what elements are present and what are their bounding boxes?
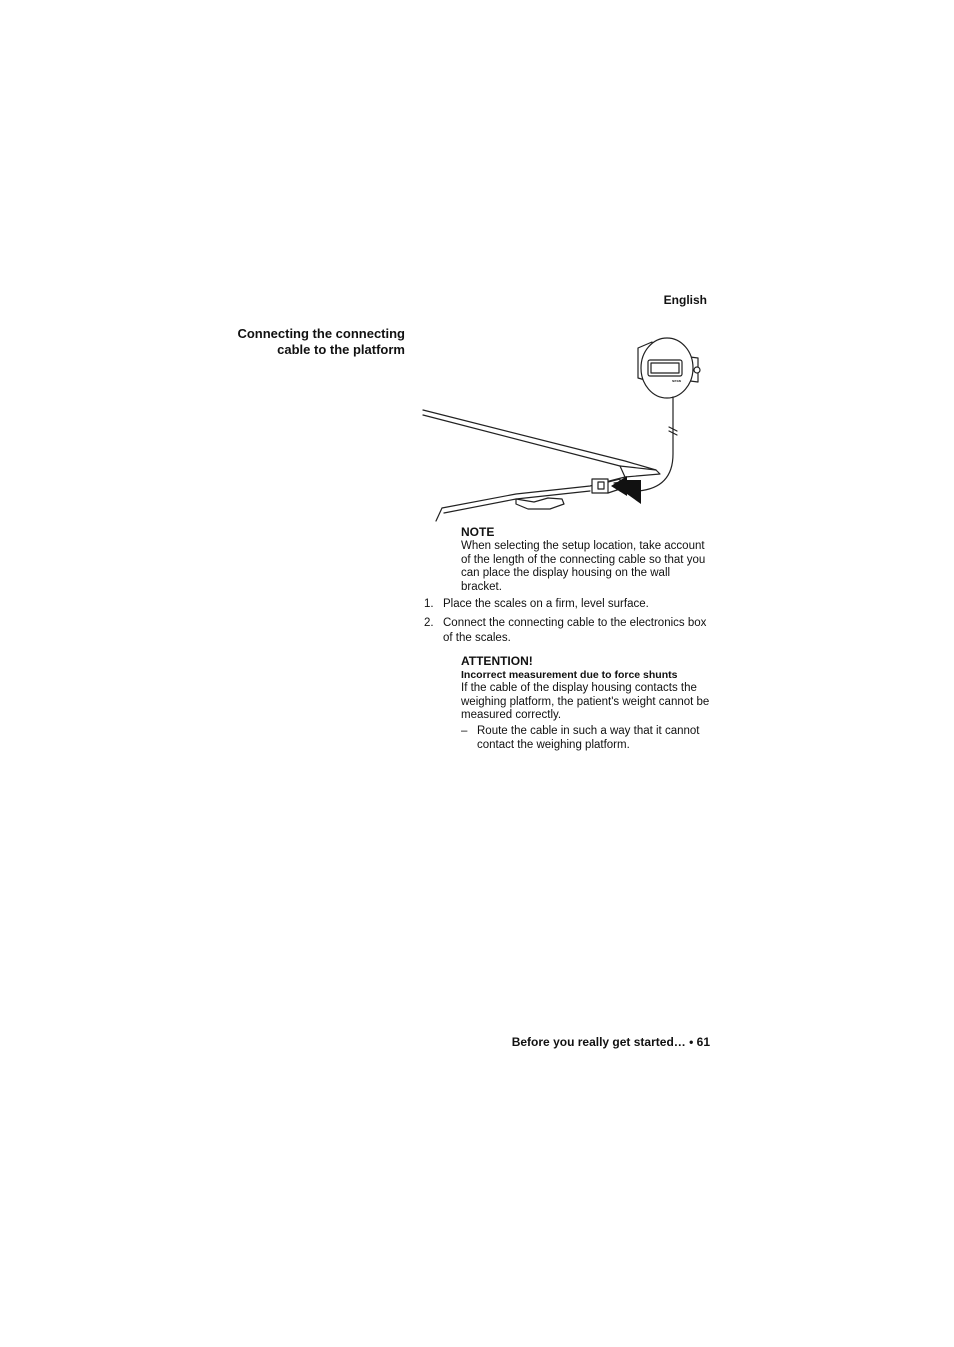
section-heading: Connecting the connecting cable to the platform bbox=[237, 326, 405, 357]
platform-top-edge bbox=[423, 410, 656, 470]
attention-action bbox=[461, 725, 713, 752]
language-label: English bbox=[663, 293, 707, 307]
dash-marker: – bbox=[461, 725, 468, 737]
step-text: Connect the connecting cable to the electronics box of the scales. bbox=[443, 617, 707, 644]
platform-foot bbox=[516, 498, 564, 509]
step-number: 2. bbox=[424, 617, 434, 629]
note-title: NOTE bbox=[461, 525, 495, 539]
step-number: 1. bbox=[424, 598, 434, 610]
attention-title: ATTENTION! bbox=[461, 654, 533, 668]
platform-cable-illustration bbox=[420, 336, 712, 528]
attention-subtitle: Incorrect measurement due to force shunts bbox=[461, 669, 678, 681]
attention-text: If the cable of the display housing contacts the weighing platform, the patient's weight cannot be measured correctly. bbox=[461, 682, 710, 722]
step-text: Place the scales on a firm, level surface. bbox=[443, 598, 649, 610]
display-screen bbox=[648, 360, 682, 376]
page-footer: Before you really get started… • 61 bbox=[511, 1035, 710, 1049]
attention-action-text: Route the cable in such a way that it cannot contact the weighing platform. bbox=[477, 725, 700, 751]
note-text: When selecting the setup location, take account of the length of the connecting cable so that you can place the display housing on the wall bracket. bbox=[461, 540, 706, 593]
electronics-box bbox=[592, 479, 608, 493]
instruction-step bbox=[424, 597, 714, 612]
display-brand-logo: seca bbox=[672, 378, 681, 383]
instruction-step bbox=[424, 616, 714, 645]
